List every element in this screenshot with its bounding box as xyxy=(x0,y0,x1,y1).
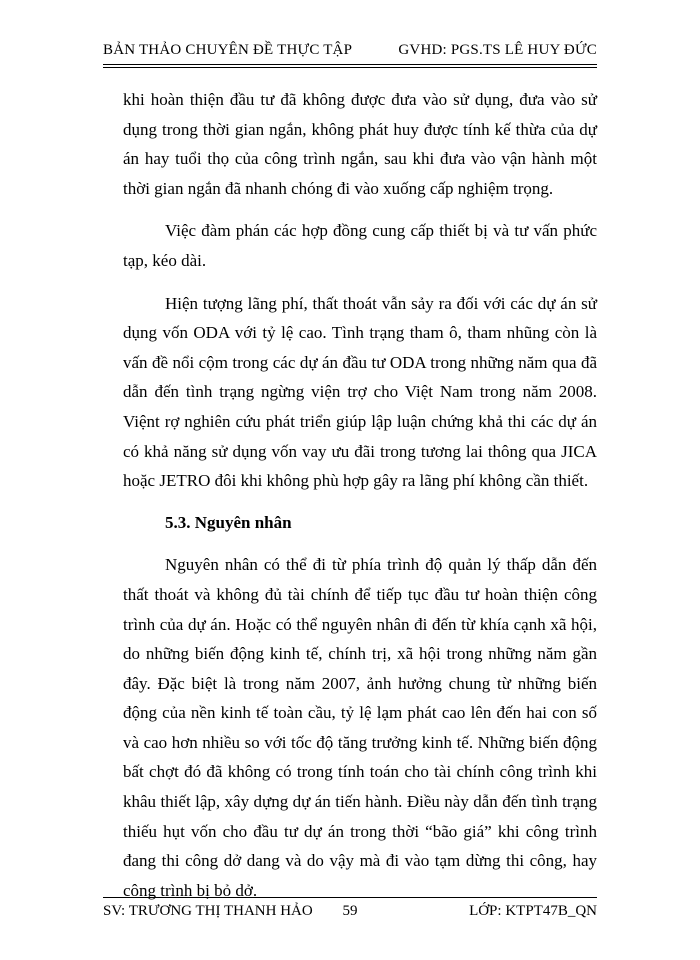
header-rule-double xyxy=(103,67,597,68)
page-body xyxy=(123,85,597,905)
page-footer xyxy=(103,903,597,920)
header-rule xyxy=(103,64,597,65)
footer-class: LỚP: KTPT47B_QN xyxy=(469,903,597,919)
header-advisor: GVHD: PGS.TS LÊ HUY ĐỨC xyxy=(398,42,597,58)
footer-student: SV: TRƯƠNG THỊ THANH HẢO xyxy=(103,903,313,919)
header-title: BẢN THẢO CHUYÊN ĐỀ THỰC TẬP xyxy=(103,42,353,58)
paragraph-waste: Hiện tượng lãng phí, thất thoát vẫn sảy ra đối với các dự án sử dụng vốn ODA với tỷ lệ cao. Tình trạng tham ô, tham nhũng còn là vấn đề nổi cộm trong các dự án đầu tư ODA trong những năm qua đã dẫn đến tình trạng ngừng viện trợ cho Việt Nam trong năm 2008. Việnt rợ nghiên cứu phát triển giúp lập luận chứng khả thi các dự án có khả năng sử dụng vốn vay ưu đãi trong tương lai thông qua JICA hoặc JETRO đôi khi không phù hợp gây ra lãng phí không cần thiết. xyxy=(123,293,597,491)
page-header xyxy=(103,42,597,59)
page-number: 59 xyxy=(342,903,358,919)
paragraph-causes: Nguyên nhân có thể đi từ phía trình độ quản lý thấp dẫn đến thất thoát và không đủ tài chính để tiếp tục đầu tư hoàn thiện công trình của dự án. Hoặc có thể nguyên nhân đi đến từ khía cạnh xã hội, do những biến động kinh tế, chính trị, xã hội trong những năm gần đây. Đặc biệt là trong năm 2007, ảnh hưởng chung từ những biến động của nền kinh tế toàn cầu, tỷ lệ lạm phát cao lên đến hai con số và cao hơn nhiều so với tốc độ tăng trưởng kinh tế. Những biến động bất chợt đó đã không có trong tính toán cho tài chính công trình khi khâu thiết lập, xây dựng dự án tiến hành. Điều này dẫn đến tình trạng thiếu hụt vốn cho đầu tư dự án trong thời “bão giá” khi công trình đang thi công dở dang và do vậy mà đi vào tạm dừng thi công, hay công trình bị bỏ dở. xyxy=(123,555,597,900)
paragraph-negotiation: Việc đàm phán các hợp đồng cung cấp thiết bị và tư vấn phức tạp, kéo dài. xyxy=(123,221,597,270)
paragraph-continuation: khi hoàn thiện đầu tư đã không được đưa vào sử dụng, đưa vào sử dụng trong thời gian ngắn, không phát huy được tính kế thừa của dự án hay tuổi thọ của công trình ngắn, sau khi đưa vào vận hành một thời gian ngắn đã nhanh chóng đi vào xuống cấp nghiệm trọng. xyxy=(123,90,597,198)
section-heading: 5.3. Nguyên nhân xyxy=(165,512,292,532)
footer-rule xyxy=(103,897,597,898)
